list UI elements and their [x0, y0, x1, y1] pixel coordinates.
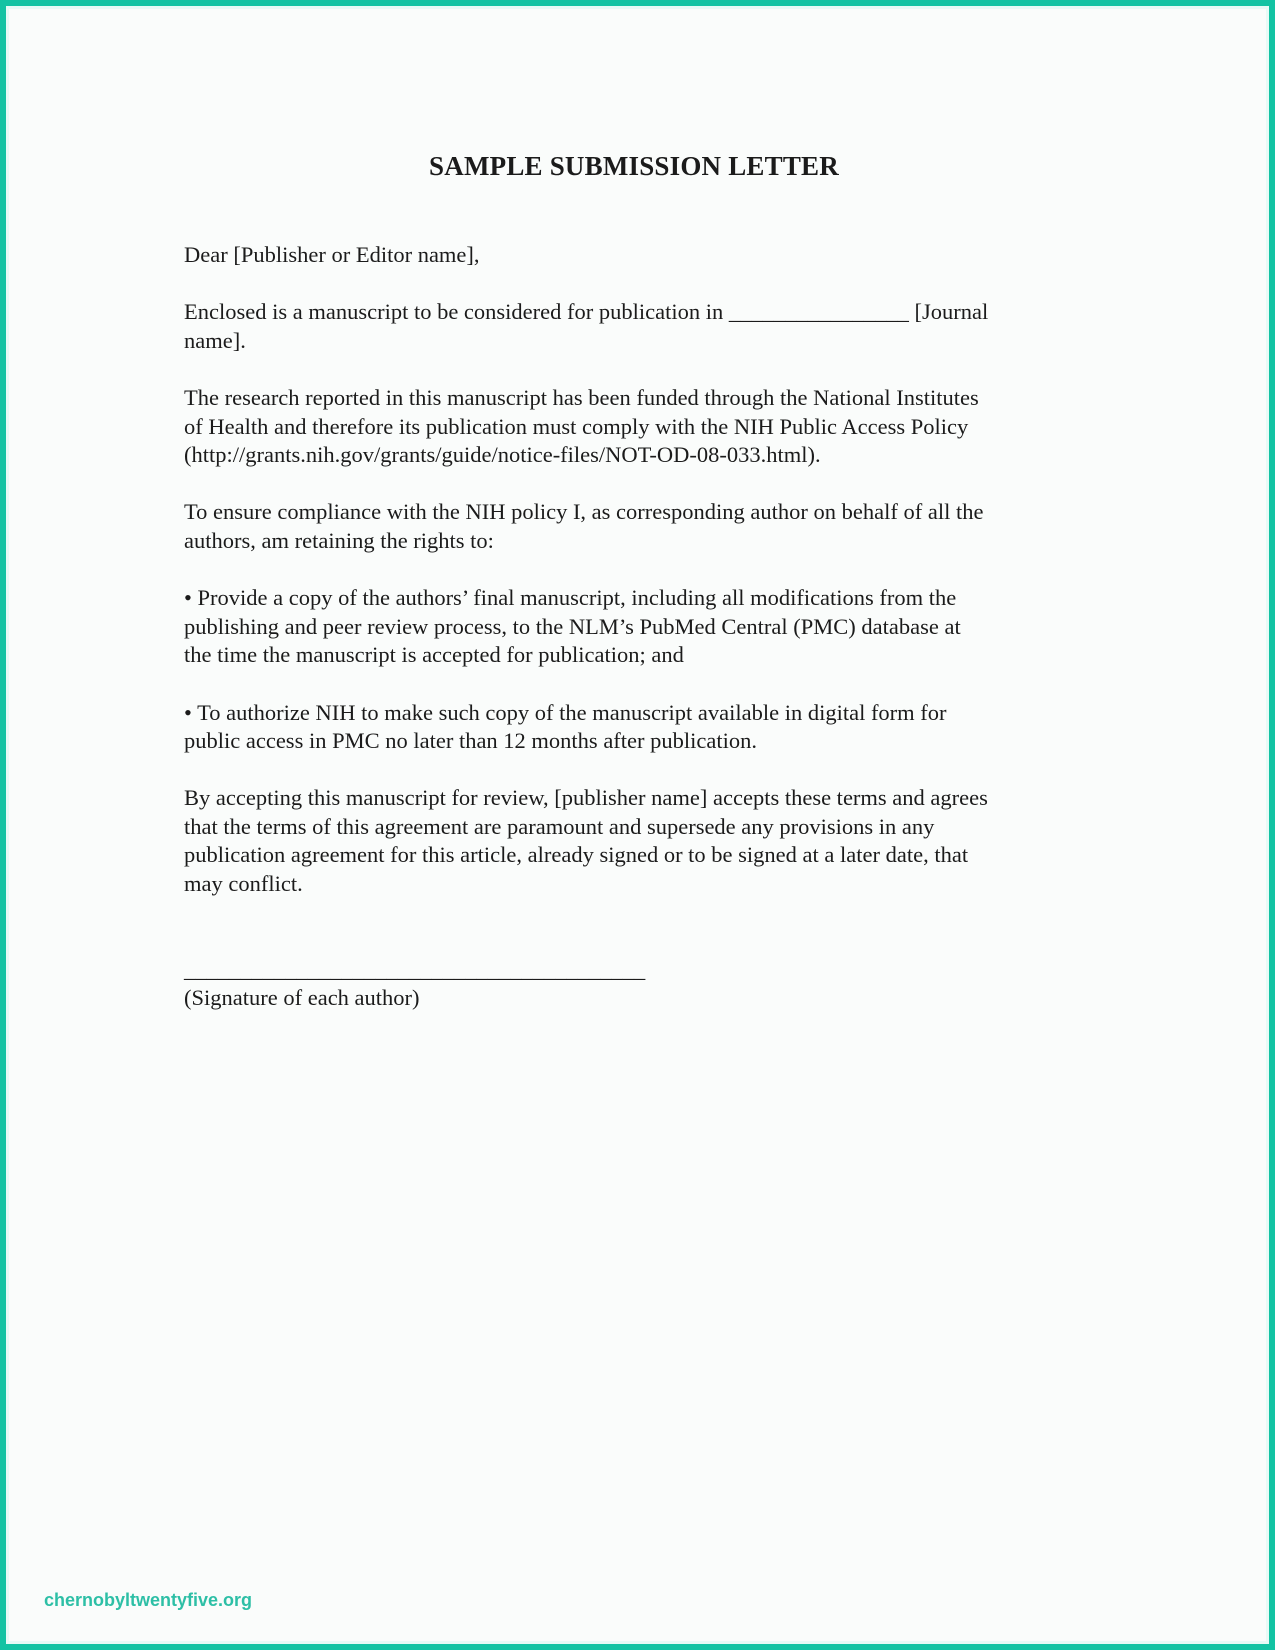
signature-block [184, 956, 1084, 1013]
bullet-provide-copy [184, 584, 1084, 670]
letter-line: of Health and therefore its publication must comply with the NIH Public Access Policy [184, 413, 969, 439]
letter-line: • To authorize NIH to make such copy of the manuscript available in digital form for [184, 699, 947, 725]
letter-title: SAMPLE SUBMISSION LETTER [429, 151, 839, 181]
signature-label: (Signature of each author) [184, 985, 420, 1011]
paragraph-salutation [184, 241, 1084, 270]
letter-line: By accepting this manuscript for review, [publisher name] accepts these terms and agrees [184, 785, 988, 811]
letter-line: The research reported in this manuscript has been funded through the National Institutes [184, 384, 979, 410]
paragraph-compliance [184, 498, 1084, 555]
letter-line: the time the manuscript is accepted for publication; and [184, 642, 684, 668]
letter-body [184, 151, 1084, 1013]
bullet-authorize-nih [184, 699, 1084, 756]
letter-line: Dear [Publisher or Editor name], [184, 242, 480, 267]
letter-line: • Provide a copy of the authors’ final manuscript, including all modifications from the [184, 585, 957, 611]
watermark-site-name: chernobyltwentyfive.org [44, 1590, 253, 1610]
letter-line: Enclosed is a manuscript to be considered for publication in ________________ [Journal [184, 299, 989, 325]
letter-line: (http://grants.nih.gov/grants/guide/notice-files/NOT-OD-08-033.html). [184, 442, 821, 468]
letter-line: publication agreement for this article, already signed or to be signed at a later date, that [184, 842, 969, 868]
paragraph-enclosed [184, 298, 1084, 355]
letter-line: that the terms of this agreement are paramount and supersede any provisions in any [184, 813, 935, 839]
letter-line: name]. [184, 327, 246, 353]
letter-line: publishing and peer review process, to the NLM’s PubMed Central (PMC) database at [184, 613, 961, 639]
letter-line: authors, am retaining the rights to: [184, 527, 494, 553]
letter-line: may conflict. [184, 871, 303, 897]
paragraph-research-funding [184, 384, 1084, 470]
signature-line: _________________________________________ [184, 956, 646, 982]
letter-line: To ensure compliance with the NIH policy I, as corresponding author on behalf of all the [184, 499, 984, 525]
paragraph-acceptance-terms [184, 784, 1084, 898]
letter-line: public access in PMC no later than 12 months after publication. [184, 728, 758, 754]
